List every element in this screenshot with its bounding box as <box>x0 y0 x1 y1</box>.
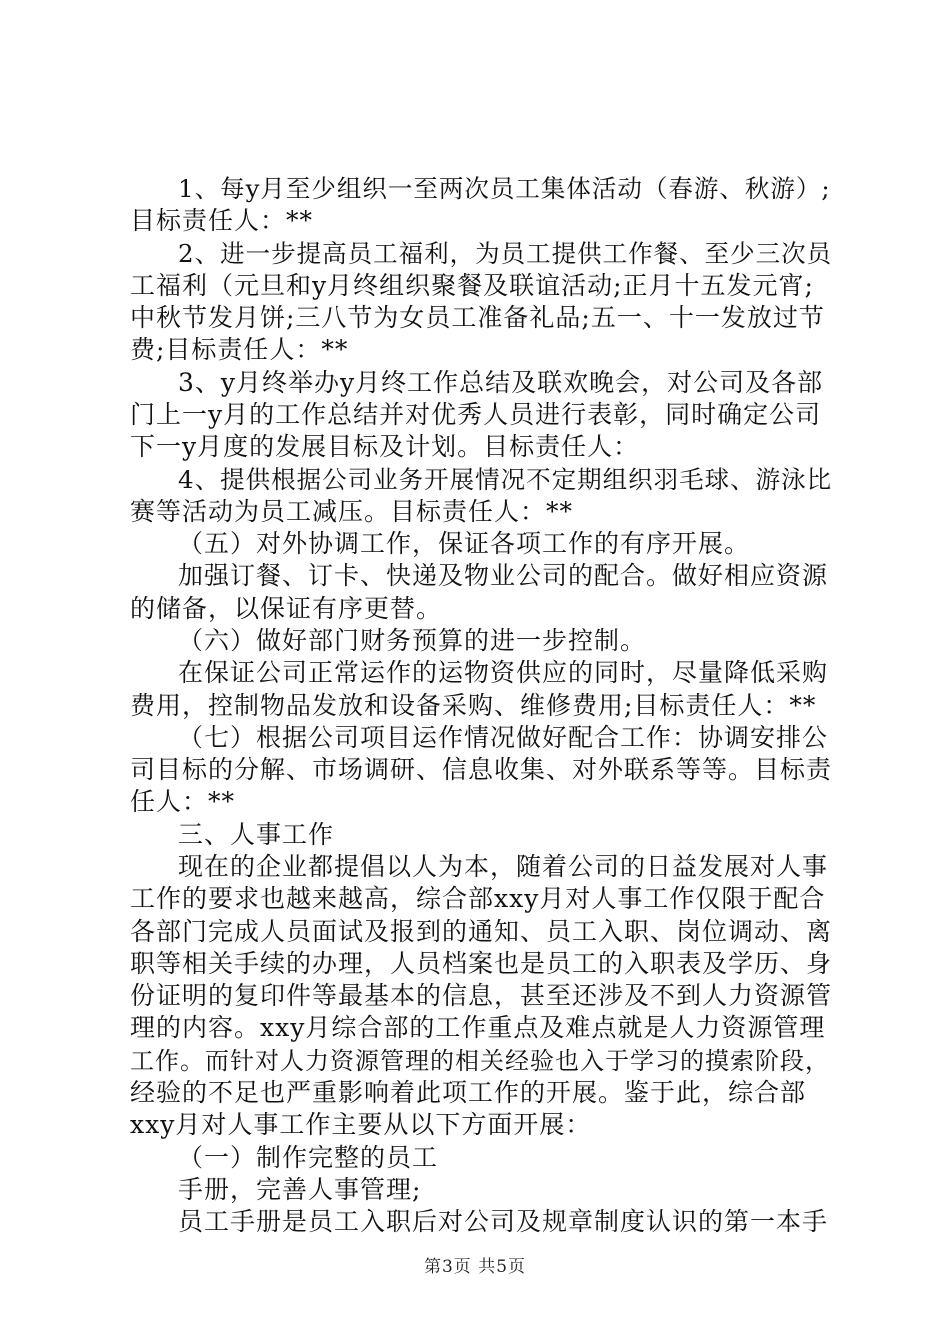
text-line: 手册，完善人事管理; <box>178 1175 422 1204</box>
text-line: 工作的要求也越来越高，综合部xxy月对人事工作仅限于配合 <box>130 884 826 913</box>
text-line: 目标责任人：** <box>130 206 314 235</box>
text-line: （七）根据公司项目运作情况做好配合工作：协调安排公 <box>178 723 829 752</box>
text-line: 费;目标责任人：** <box>130 335 349 364</box>
text-line: 3、y月终举办y月终工作总结及联欢晚会，对公司及各部 <box>178 368 824 397</box>
text-line: 加强订餐、订卡、快递及物业公司的配合。做好相应资源 <box>178 561 829 590</box>
section-heading: 三、人事工作 <box>178 820 335 849</box>
text-line: 份证明的复印件等最基本的信息，甚至还涉及不到人力资源管 <box>130 981 833 1010</box>
text-line: 员工手册是员工入职后对公司及规章制度认识的第一本手 <box>178 1207 829 1236</box>
text-line: （一）制作完整的员工 <box>178 1143 439 1172</box>
text-line: 在保证公司正常运作的运物资供应的同时，尽量降低采购 <box>178 658 829 687</box>
text-line: 现在的企业都提倡以人为本，随着公司的日益发展对人事 <box>178 852 829 881</box>
text-line: 职等相关手续的办理，人员档案也是员工的入职表及学历、身 <box>130 949 833 978</box>
text-line: 的储备，以保证有序更替。 <box>130 594 443 623</box>
text-line: 赛等活动为员工减压。目标责任人：** <box>130 497 574 526</box>
text-line: 中秋节发月饼;三八节为女员工准备礼品;五一、十一发放过节 <box>130 303 825 332</box>
text-line: （六）做好部门财务预算的进一步控制。 <box>178 626 647 655</box>
text-line: 任人：** <box>130 787 236 816</box>
text-line: 费用，控制物品发放和设备采购、维修费用;目标责任人：** <box>130 691 817 720</box>
text-line: xxy月对人事工作主要从以下方面开展： <box>130 1110 592 1139</box>
text-line: （五）对外协调工作，保证各项工作的有序开展。 <box>178 529 751 558</box>
text-line: 工福利（元旦和y月终组织聚餐及联谊活动;正月十五发元宵; <box>130 271 814 300</box>
text-line: 经验的不足也严重影响着此项工作的开展。鉴于此，综合部 <box>130 1078 807 1107</box>
text-line: 理的内容。xxy月综合部的工作重点及难点就是人力资源管理 <box>130 1013 826 1042</box>
text-line: 1、每y月至少组织一至两次员工集体活动（春游、秋游）; <box>178 174 831 203</box>
text-line: 门上一y月的工作总结并对优秀人员进行表彰，同时确定公司 <box>130 400 822 429</box>
text-line: 各部门完成人员面试及报到的通知、员工入职、岗位调动、离 <box>130 917 833 946</box>
text-line: 2、进一步提高员工福利，为员工提供工作餐、至少三次员 <box>178 239 833 268</box>
text-line: 4、提供根据公司业务开展情况不定期组织羽毛球、游泳比 <box>178 465 833 494</box>
text-line: 工作。而针对人力资源管理的相关经验也入于学习的摸索阶段， <box>130 1047 830 1075</box>
page-number-footer: 第3页 共5页 <box>423 1257 527 1277</box>
text-line: 司目标的分解、市场调研、信息收集、对外联系等等。目标责 <box>130 755 833 784</box>
text-line: 下一y月度的发展目标及计划。目标责任人： <box>130 432 640 461</box>
